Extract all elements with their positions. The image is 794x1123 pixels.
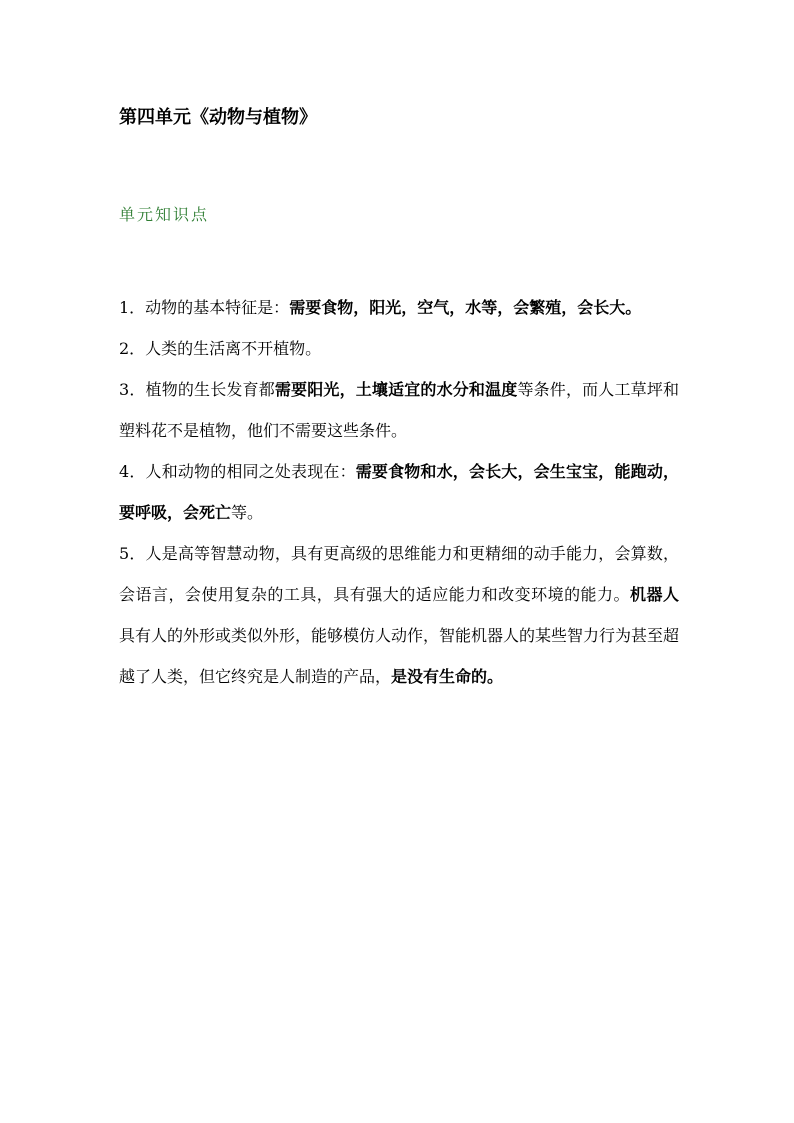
bold-text-run: 需要食物和水，会长大，会生宝宝，能跑动，要呼吸，会死亡 xyxy=(119,462,679,522)
text-run: 2．人类的生活离不开植物。 xyxy=(119,339,322,358)
text-run: 具有人的外形或类似外形，能够模仿人动作，智能机器人的某些智力行为甚至超越了人类，但它终究是人制造的产品， xyxy=(119,626,680,686)
knowledge-point-4 xyxy=(119,451,679,533)
knowledge-point-2 xyxy=(119,328,679,369)
knowledge-point-5 xyxy=(119,533,679,697)
bold-text-run: 需要阳光，土壤适宜的水分和温度 xyxy=(274,380,518,399)
bold-text-run: 需要食物，阳光，空气，水等，会繁殖，会长大。 xyxy=(289,298,642,317)
text-run: 等。 xyxy=(231,503,264,522)
knowledge-point-1 xyxy=(119,287,679,328)
section-heading: 单元知识点 xyxy=(119,205,210,224)
knowledge-points-list xyxy=(119,287,679,697)
text-run: 1．动物的基本特征是： xyxy=(119,298,290,317)
knowledge-point-3 xyxy=(119,369,679,451)
text-run: 3．植物的生长发育都 xyxy=(119,380,275,399)
text-run: 4．人和动物的相同之处表现在： xyxy=(119,462,356,481)
text-run: 5．人是高等智慧动物，具有更高级的思维能力和更精细的动手能力，会算数，会语言，会使用复杂的工具，具有强大的适应能力和改变环境的能力。 xyxy=(119,544,679,604)
text-run: 等条件，而人工草坪和塑料花不是植物，他们不需要这些条件。 xyxy=(119,380,679,440)
bold-text-run: 机器人 xyxy=(630,585,679,604)
page-title: 第四单元《动物与植物》 xyxy=(119,107,317,128)
bold-text-run: 是没有生命的。 xyxy=(391,667,504,686)
